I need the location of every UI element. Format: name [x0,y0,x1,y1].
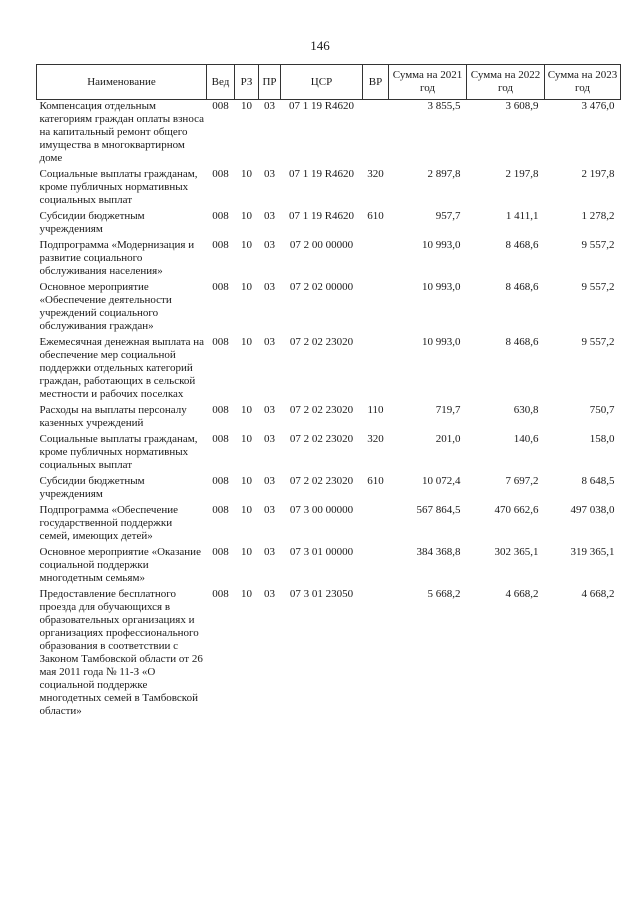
row-csr: 07 2 02 00000 [289,281,354,293]
page-number: 146 [310,38,330,53]
row-sum-2023: 750,7 [589,404,615,416]
table-row [37,404,621,433]
row-sum-2022: 4 668,2 [505,588,539,600]
row-vr: 610 [367,475,384,487]
header-csr: ЦСР [281,65,363,100]
header-sum-2021: Сумма на 2021 год [389,65,467,100]
table-header-row [37,65,621,100]
row-sum-2022: 2 197,8 [505,168,539,180]
row-vr [363,239,389,281]
row-ved: 008 [212,100,229,112]
row-sum-2021: 719,7 [435,404,461,416]
row-ved: 008 [212,433,229,445]
row-sum-2023: 1 278,2 [581,210,615,222]
row-vr: 320 [367,433,384,445]
row-sum-2022: 1 411,1 [505,210,539,222]
table-row [37,239,621,281]
row-pr: 03 [264,546,275,558]
header-sum-2023: Сумма на 2023 год [545,65,621,100]
row-ved: 008 [212,588,229,600]
row-vr [363,546,389,588]
row-pr: 03 [264,504,275,516]
row-csr: 07 1 19 R4620 [288,100,355,112]
row-rz: 10 [241,239,252,251]
table-row [37,546,621,588]
row-ved: 008 [212,336,229,348]
table-row [37,281,621,336]
row-sum-2023: 8 648,5 [581,475,615,487]
row-sum-2023: 319 365,1 [570,546,615,558]
row-sum-2022: 3 608,9 [505,100,539,112]
row-sum-2022: 8 468,6 [505,239,539,251]
row-sum-2023: 9 557,2 [581,336,615,348]
row-ved: 008 [212,404,229,416]
header-sum-2022: Сумма на 2022 год [467,65,545,100]
row-pr: 03 [264,588,275,600]
row-pr: 03 [264,336,275,348]
row-name: Ежемесячная денежная выплата на обеспечение мер социальной поддержки отдельных категорий граждан, работающих в сельской местности и рабочих поселках [39,336,205,400]
row-rz: 10 [241,546,252,558]
row-pr: 03 [264,168,275,180]
row-name: Компенсация отдельным категориям граждан оплаты взноса на капитальный ремонт общего имущества в многоквартирном доме [39,100,204,164]
row-rz: 10 [241,404,252,416]
row-pr: 03 [264,281,275,293]
row-vr [363,100,389,169]
row-rz: 10 [241,433,252,445]
row-csr: 07 2 02 23020 [289,475,354,487]
row-vr [363,336,389,404]
header-vr: ВР [363,65,389,100]
header-ved: Вед [207,65,235,100]
table-row [37,433,621,475]
row-pr: 03 [264,210,275,222]
row-sum-2022: 8 468,6 [505,336,539,348]
header-pr: ПР [259,65,281,100]
row-rz: 10 [241,588,252,600]
row-pr: 03 [264,404,275,416]
row-name: Предоставление бесплатного проезда для обучающихся в образовательных организациях и организациях профессионального образования в соответствии с Законом Тамбовской области от 26 мая 2011 года № 11-З «О социальной поддержке многодетных семей в Тамбовской области» [39,588,203,717]
row-name: Расходы на выплаты персоналу казенных учреждений [39,404,187,429]
row-name: Основное мероприятие «Оказание социальной поддержки многодетным семьям» [39,546,201,584]
table-row [37,504,621,546]
row-csr: 07 2 02 23020 [289,433,354,445]
row-sum-2023: 9 557,2 [581,281,615,293]
row-ved: 008 [212,475,229,487]
table-row [37,168,621,210]
row-rz: 10 [241,336,252,348]
row-vr: 320 [367,168,384,180]
row-name: Субсидии бюджетным учреждениям [39,475,145,500]
row-vr [363,281,389,336]
row-ved: 008 [212,168,229,180]
row-ved: 008 [212,504,229,516]
row-rz: 10 [241,168,252,180]
row-name: Социальные выплаты гражданам, кроме публичных нормативных социальных выплат [39,433,198,471]
row-sum-2023: 9 557,2 [581,239,615,251]
row-csr: 07 3 01 23050 [289,588,354,600]
row-sum-2021: 5 668,2 [427,588,461,600]
row-sum-2023: 3 476,0 [581,100,615,112]
row-rz: 10 [241,504,252,516]
row-sum-2023: 158,0 [589,433,615,445]
row-vr [363,504,389,546]
table-row [37,588,621,721]
row-pr: 03 [264,475,275,487]
row-csr: 07 1 19 R4620 [288,168,355,180]
row-csr: 07 2 02 23020 [289,336,354,348]
row-name: Подпрограмма «Обеспечение государственной поддержки семей, имеющих детей» [39,504,178,542]
row-sum-2021: 3 855,5 [427,100,461,112]
row-vr: 110 [367,404,384,416]
row-sum-2023: 4 668,2 [581,588,615,600]
row-name: Подпрограмма «Модернизация и развитие социального обслуживания населения» [39,239,195,277]
row-sum-2023: 2 197,8 [581,168,615,180]
row-sum-2021: 2 897,8 [427,168,461,180]
row-name: Социальные выплаты гражданам, кроме публичных нормативных социальных выплат [39,168,198,206]
row-sum-2022: 470 662,6 [494,504,539,516]
row-rz: 10 [241,210,252,222]
row-name: Основное мероприятие «Обеспечение деятельности учреждений социального обслуживания граждан» [39,281,172,332]
row-sum-2021: 957,7 [435,210,461,222]
row-rz: 10 [241,100,252,112]
row-sum-2021: 201,0 [435,433,461,445]
row-sum-2021: 10 993,0 [422,281,461,293]
row-sum-2022: 302 365,1 [494,546,539,558]
row-ved: 008 [212,239,229,251]
row-sum-2023: 497 038,0 [570,504,615,516]
header-rz: РЗ [235,65,259,100]
row-ved: 008 [212,210,229,222]
row-ved: 008 [212,281,229,293]
row-pr: 03 [264,100,275,112]
row-csr: 07 2 02 23020 [289,404,354,416]
budget-table [36,64,621,721]
table-row [37,475,621,504]
row-sum-2021: 567 864,5 [416,504,461,516]
row-sum-2022: 7 697,2 [505,475,539,487]
row-name: Субсидии бюджетным учреждениям [39,210,145,235]
header-name: Наименование [37,65,207,100]
row-sum-2021: 384 368,8 [416,546,461,558]
row-sum-2021: 10 993,0 [422,239,461,251]
row-rz: 10 [241,475,252,487]
row-vr: 610 [367,210,384,222]
row-rz: 10 [241,281,252,293]
row-pr: 03 [264,433,275,445]
row-csr: 07 1 19 R4620 [288,210,355,222]
table-row [37,210,621,239]
row-csr: 07 3 00 00000 [289,504,354,516]
row-sum-2022: 8 468,6 [505,281,539,293]
row-sum-2022: 140,6 [513,433,539,445]
row-pr: 03 [264,239,275,251]
row-sum-2021: 10 993,0 [422,336,461,348]
row-vr [363,588,389,721]
row-csr: 07 3 01 00000 [289,546,354,558]
row-sum-2021: 10 072,4 [422,475,461,487]
row-csr: 07 2 00 00000 [289,239,354,251]
table-row [37,336,621,404]
table-row [37,100,621,169]
row-sum-2022: 630,8 [513,404,539,416]
row-ved: 008 [212,546,229,558]
